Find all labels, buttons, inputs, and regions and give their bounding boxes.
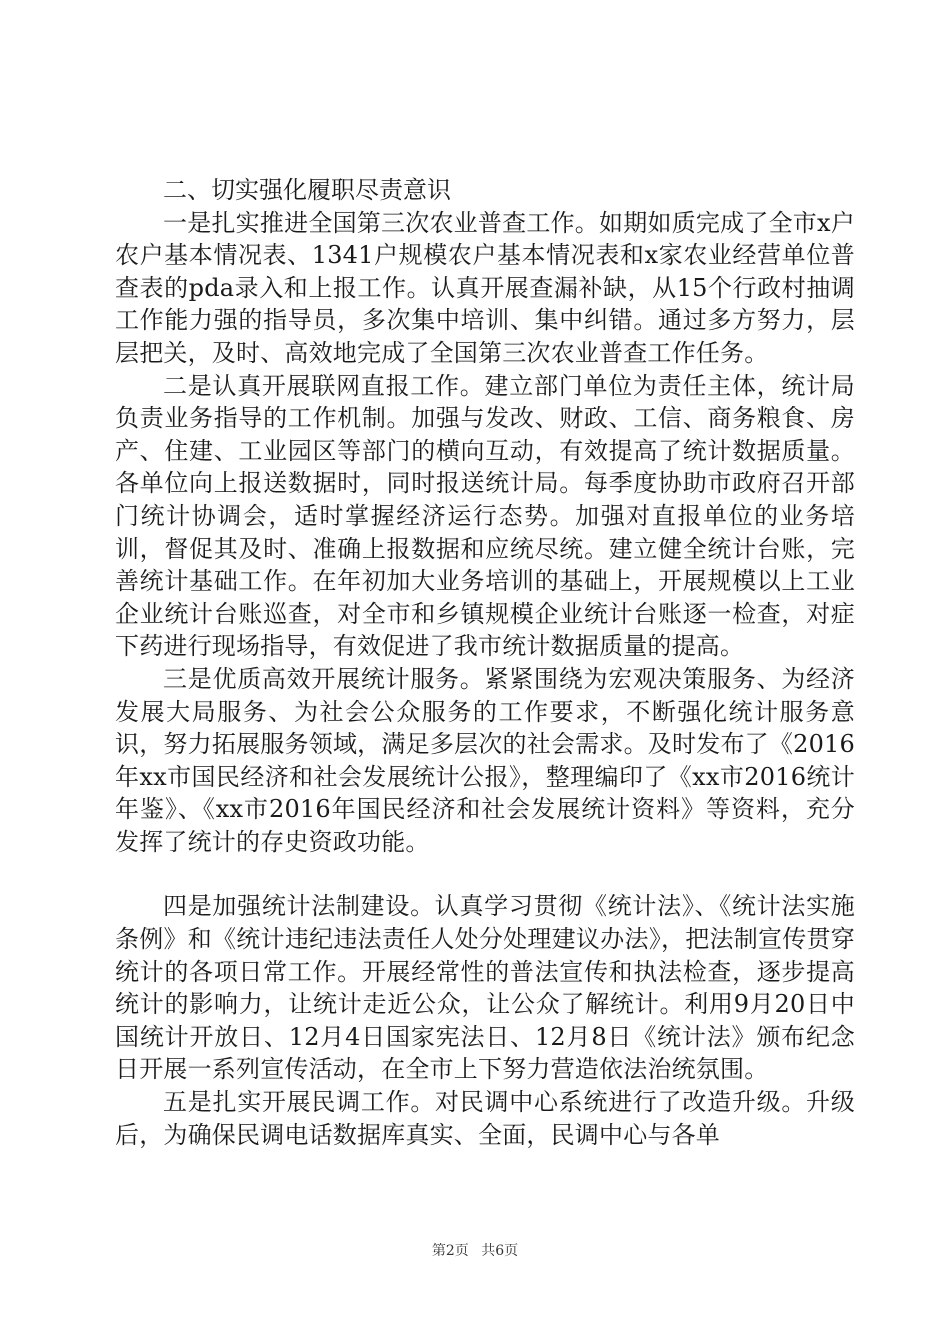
paragraph-2: 二是认真开展联网直报工作。建立部门单位为责任主体，统计局负责业务指导的工作机制。加强与发改、财政、工信、商务粮食、房产、住建、工业园区等部门的横向互动，有效提高了统计数据质量。各单位向上报送数据时，同时报送统计局。每季度协助市政府召开部门统计协调会，适时掌握经济运行态势。加强对直报单位的业务培训，督促其及时、准确上报数据和应统尽统。建立健全统计台账，完善统计基础工作。在年初加大业务培训的基础上，开展规模以上工业企业统计台账巡查，对全市和乡镇规模企业统计台账逐一检查，对症下药进行现场指导，有效促进了我市统计数据质量的提高。: [115, 371, 855, 661]
page-number: 第2页: [431, 1243, 469, 1259]
paragraph-1: 一是扎实推进全国第三次农业普查工作。如期如质完成了全市x户农户基本情况表、1341户规模农户基本情况表和x家农业经营单位普查表的pda录入和上报工作。认真开展查漏补缺，从15个行政村抽调工作能力强的指导员，多次集中培训、集中纠错。通过多方努力，层层把关，及时、高效地完成了全国第三次农业普查工作任务。: [115, 208, 855, 367]
paragraph-gap: [115, 858, 855, 890]
paragraph-4: 四是加强统计法制建设。认真学习贯彻《统计法》、《统计法实施条例》和《统计违纪违法责任人处分处理建议办法》，把法制宣传贯穿统计的各项日常工作。开展经常性的普法宣传和执法检查，逐步提高统计的影响力，让统计走近公众，让公众了解统计。利用9月20日中国统计开放日、12月4日国家宪法日、12月8日《统计法》颁布纪念日开展一系列宣传活动，在全市上下努力营造依法治统氛围。: [115, 892, 855, 1084]
section-heading: 二、切实强化履职尽责意识: [163, 176, 451, 204]
page-total: 共6页: [481, 1243, 519, 1259]
paragraph-5: 五是扎实开展民调工作。对民调中心系统进行了改造升级。升级后，为确保民调电话数据库真实、全面，民调中心与各单: [115, 1088, 855, 1149]
paragraph-3: 三是优质高效开展统计服务。紧紧围绕为宏观决策服务、为经济发展大局服务、为社会公众服务的工作要求，不断强化统计服务意识，努力拓展服务领域，满足多层次的社会需求。及时发布了《2016年xx市国民经济和社会发展统计公报》，整理编印了《xx市2016统计年鉴》、《xx市2016年国民经济和社会发展统计资料》等资料，充分发挥了统计的存史资政功能。: [115, 664, 855, 856]
page-footer: [0, 1240, 950, 1260]
document-body: [115, 174, 855, 1151]
